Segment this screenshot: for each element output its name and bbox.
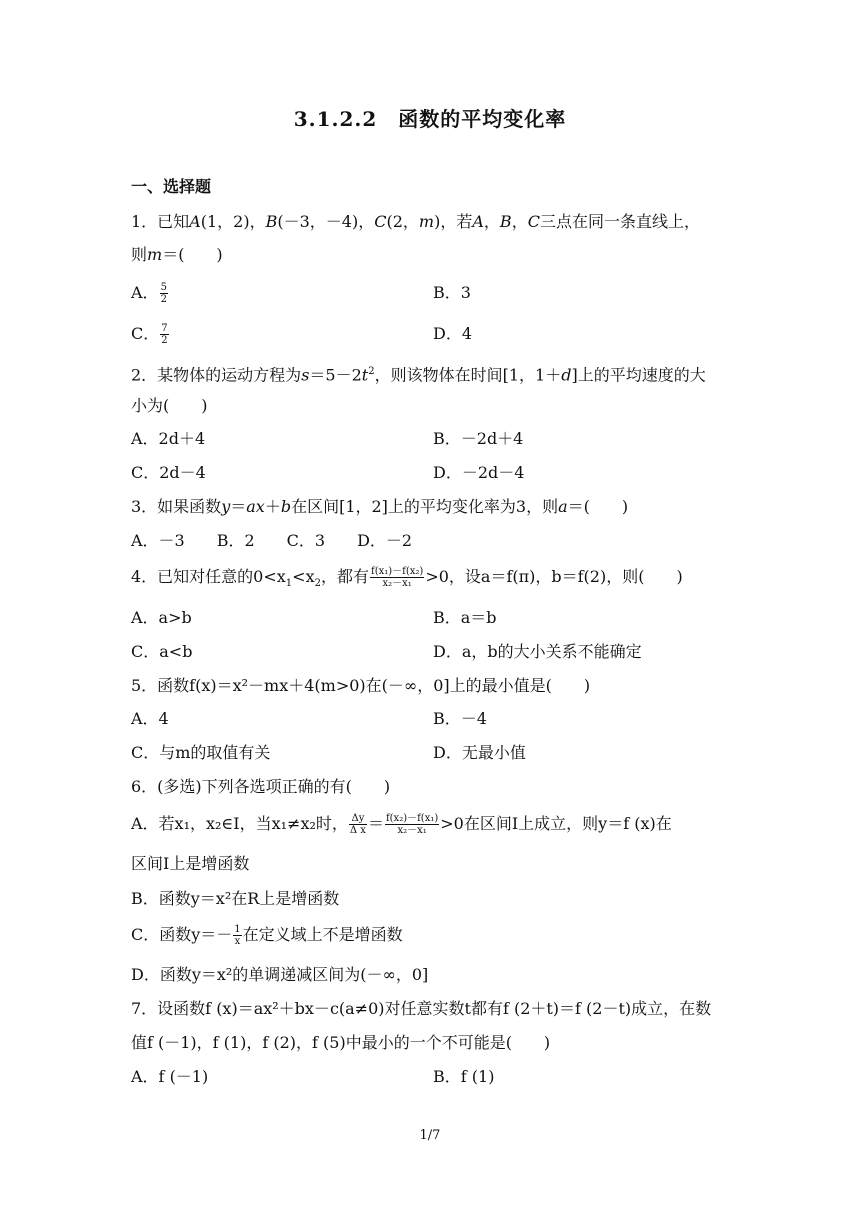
q4-option-c: C．a<b [131, 642, 193, 661]
q4-option-a: A．a>b [131, 608, 192, 627]
q5-stem: 5．函数f(x)＝x²－mx＋4(m>0)在(－∞，0]上的最小值是( ) [131, 676, 591, 695]
q1-option-a: A． $\frac{5}{2}$ [131, 282, 167, 305]
q3-stem: 3．如果函数y＝ax＋b在区间[1，2]上的平均变化率为3，则a＝( ) [131, 497, 629, 516]
q2-option-a: A．2d＋4 [131, 429, 206, 448]
q5-option-a: A．4 [131, 709, 169, 728]
q1-stem-line2: 则m＝( ) [131, 245, 223, 264]
page-title: 3.1.2.2 函数的平均变化率 [293, 107, 567, 131]
q2-stem-line2: 小为( ) [131, 396, 208, 415]
q1-option-b: B．3 [433, 283, 471, 302]
section-heading: 一、选择题 [131, 177, 212, 196]
q1-stem-line1: 1．已知A(1，2)，B(－3，－4)，C(2，m)，若A，B，C三点在同一条直线上， [131, 212, 700, 231]
q4-option-d: D．a，b的大小关系不能确定 [433, 642, 642, 661]
q6-option-b: B．函数y＝x²在R上是增函数 [131, 889, 340, 908]
q1-option-d: D．4 [433, 324, 473, 343]
page-number: 1/7 [419, 1128, 441, 1143]
q4-option-b: B．a＝b [433, 608, 497, 627]
q5-option-b: B．－4 [433, 709, 487, 728]
q2-option-d: D．－2d－4 [433, 463, 525, 482]
q6-option-c: C．函数y＝－ $\frac{1}{x}$ 在定义域上不是增函数 [131, 924, 403, 947]
q2-option-c: C．2d－4 [131, 463, 206, 482]
q6-stem: 6．(多选)下列各选项正确的有( ) [131, 777, 391, 796]
q2-option-b: B．－2d＋4 [433, 429, 524, 448]
q6-option-a-line2: 区间I上是增函数 [131, 854, 250, 873]
q5-option-d: D．无最小值 [433, 743, 526, 762]
q7-stem-line2: 值f (－1)，f (1)，f (2)，f (5)中最小的一个不可能是( ) [131, 1033, 551, 1052]
q6-option-a-line1: A．若x₁，x₂∈I，当x₁≠x₂时， $\frac{\Delta y}{\text{Δ x}}$ ＝ $\frac{\text{f(x₂)－f(x₁)}}{\text{x₂－x₁}}$ >0在区间I上成立，则y＝f (x)在 [131, 813, 672, 836]
q4-stem: 4．已知对任意的$0<x_1<x_2$，都有 $\frac{\text{f(x₁)－f(x₂)}}{\text{x₂－x₁}}$ >0，设a＝f(π)，b＝f(2)，则( ) [131, 566, 683, 590]
q2-stem-line1: 2．某物体的运动方程为$s=5-2t^2$，则该物体在时间[1，1＋d]上的平均速度的大 [131, 365, 706, 385]
q3-options: A．－3 B．2 C．3 D．－2 [131, 531, 413, 550]
q6-option-d: D．函数y＝x²的单调递减区间为(－∞，0] [131, 965, 429, 984]
q1-option-c: C． $\frac{7}{2}$ [131, 323, 168, 346]
q7-option-a: A．f (－1) [131, 1067, 209, 1086]
q7-option-b: B．f (1) [433, 1067, 495, 1086]
q7-stem-line1: 7．设函数f (x)＝ax²＋bx－c(a≠0)对任意实数t都有f (2＋t)＝f (2－t)成立，在数 [131, 999, 712, 1018]
q5-option-c: C．与m的取值有关 [131, 743, 271, 762]
